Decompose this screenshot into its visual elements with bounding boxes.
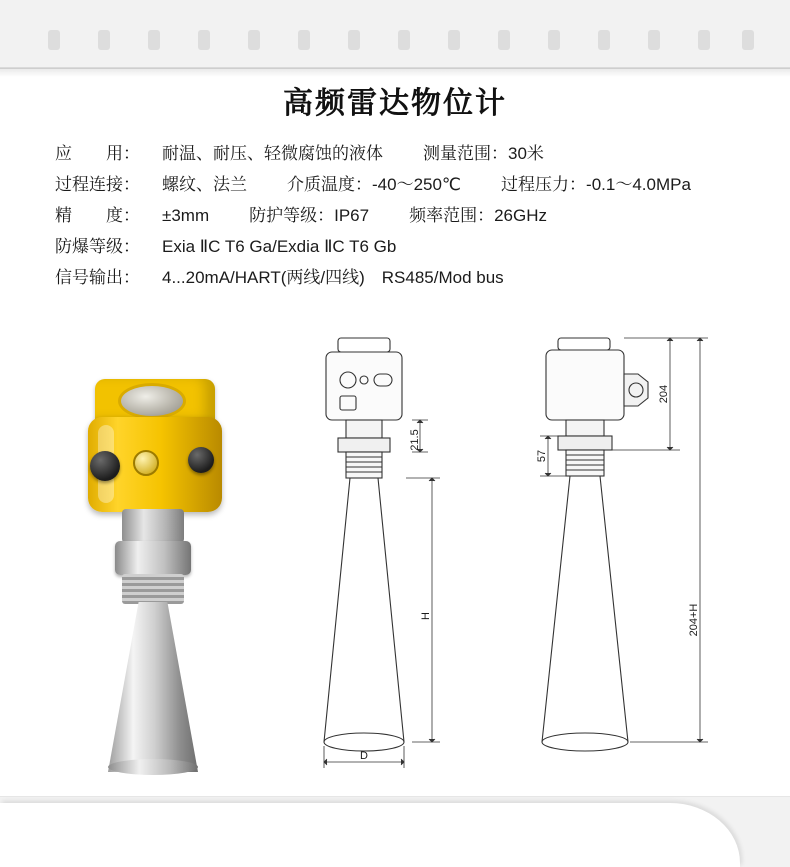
perforation-hole: [548, 30, 560, 50]
spec-label-3: 频率范围：: [409, 206, 495, 225]
horn-antenna-dimension-drawing: [300, 330, 490, 790]
spec-value: 4...20mA/HART(两线/四线) RS485/Mod bus: [162, 268, 504, 287]
spec-value-3: -0.1～4.0MPa: [586, 175, 691, 194]
spec-value: Exia ⅡC T6 Ga/Exdia ⅡC T6 Gb: [162, 237, 397, 256]
perforation-hole: [348, 30, 360, 50]
page-title: 高频雷达物位计: [283, 87, 507, 120]
threaded-connection: [122, 574, 184, 604]
top-perforated-strip: [0, 0, 790, 69]
spec-label-2: 介质温度：: [287, 175, 372, 194]
device-display-window: [118, 383, 186, 419]
device-neck: [122, 509, 184, 543]
radar-level-meter-photo: [70, 355, 250, 785]
spec-row-application: [55, 138, 755, 169]
spec-label-3: 过程压力：: [501, 175, 587, 194]
perforation-hole: [148, 30, 160, 50]
dimension-label-21-5: 21.5: [409, 429, 421, 451]
spec-row-signal-output: [55, 262, 755, 293]
spec-label: 精 度：: [55, 206, 140, 225]
perforation-hole: [742, 30, 754, 50]
spec-value-2: 30米: [508, 144, 544, 163]
side-entry-dimension-drawing: [520, 330, 750, 790]
cable-gland-icon: [188, 447, 214, 473]
horn-antenna: [108, 602, 198, 772]
spec-label: 应 用：: [55, 144, 140, 163]
specification-list: [55, 138, 755, 293]
perforation-hole: [698, 30, 710, 50]
hex-nut: [115, 541, 191, 575]
dimension-label-57: 57: [536, 449, 548, 463]
drawing-svg-middle: [300, 330, 490, 790]
spec-value-2: IP67: [334, 206, 370, 225]
dimension-label-204: 204: [658, 384, 670, 404]
page-curl-edge: [0, 796, 790, 867]
spec-row-explosion-proof: [55, 231, 755, 262]
horn-antenna-lip: [108, 759, 198, 775]
spec-label: 过程连接：: [55, 175, 140, 194]
perforation-hole: [398, 30, 410, 50]
perforation-hole: [48, 30, 60, 50]
spec-row-accuracy: [55, 200, 755, 231]
perforation-hole: [448, 30, 460, 50]
cable-gland-icon: [90, 451, 120, 481]
perforation-hole: [248, 30, 260, 50]
perforation-hole: [298, 30, 310, 50]
perforation-hole: [98, 30, 110, 50]
dimension-label-H: H: [420, 612, 432, 620]
perforation-hole: [198, 30, 210, 50]
spec-value: 耐温、耐压、轻微腐蚀的液体: [162, 144, 383, 163]
spec-value-2: -40～250℃: [372, 175, 462, 194]
spec-value-3: 26GHz: [494, 206, 548, 225]
figure-area: [0, 330, 790, 810]
spec-label: 防爆等级：: [55, 237, 140, 256]
perforation-hole: [498, 30, 510, 50]
spec-label-2: 防护等级：: [249, 206, 335, 225]
spec-label: 信号输出：: [55, 268, 140, 287]
spec-label-2: 测量范围：: [423, 144, 508, 163]
conduit-port-icon: [133, 450, 159, 476]
dimension-label-D: D: [360, 750, 368, 762]
spec-row-process-connection: [55, 169, 755, 200]
drawing-svg-right: [520, 330, 750, 790]
sheet-edge-shadow: [0, 67, 790, 77]
perforation-hole: [598, 30, 610, 50]
spec-value: 螺纹、法兰: [162, 175, 247, 194]
spec-value: ±3mm: [162, 206, 210, 225]
perforation-hole: [648, 30, 660, 50]
dimension-label-204-plus-H: 204+H: [688, 603, 700, 637]
